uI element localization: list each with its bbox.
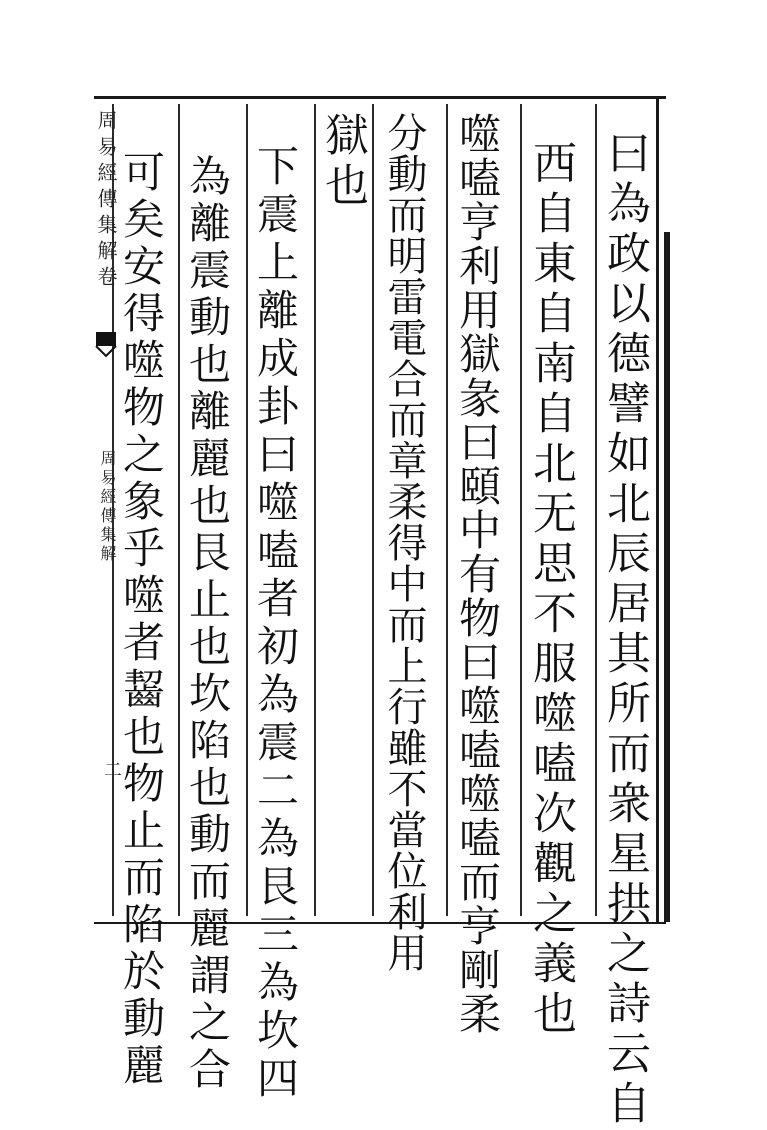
frame-outer-right-rule <box>664 232 670 922</box>
column-divider <box>595 104 597 916</box>
frame-right-rule <box>656 96 659 924</box>
margin-book-title: 周易經傳集解 <box>98 450 117 564</box>
text-column-4: 分動而明雷電合而章柔得中而上行雖不當位利用 <box>381 112 427 973</box>
column-divider <box>178 104 180 916</box>
frame-bottom-rule <box>94 922 666 924</box>
page-number: 二 <box>101 760 122 781</box>
column-divider <box>520 104 522 916</box>
text-column-2: 西自東自南自北无思不服噬嗑次觀之義也 <box>525 140 576 1040</box>
text-column-1: 曰為政以德譬如北辰居其所而衆星拱之詩云自 <box>599 130 650 1130</box>
column-divider <box>314 104 316 916</box>
column-divider <box>246 104 248 916</box>
fish-tail-ornament-icon <box>94 330 122 370</box>
text-column-5: 獄也 <box>317 112 368 212</box>
margin-volume-title: 周易經傳集解卷 <box>94 110 118 292</box>
column-divider <box>372 104 374 916</box>
column-divider <box>446 104 448 916</box>
text-column-3: 噬嗑亨利用獄彖曰頤中有物曰噬嗑噬嗑而亨剛柔 <box>453 112 502 1036</box>
text-column-6: 下震上離成卦曰噬嗑者初為震二為艮三為坎四 <box>251 144 300 1104</box>
text-column-8: 可矣安得噬物之象乎噬者齧也物止而陷於動麗 <box>117 150 166 1090</box>
frame-top-rule <box>94 96 666 99</box>
text-column-7: 為離震動也離麗也艮止也坎陷也動而麗謂之合 <box>183 154 232 1094</box>
